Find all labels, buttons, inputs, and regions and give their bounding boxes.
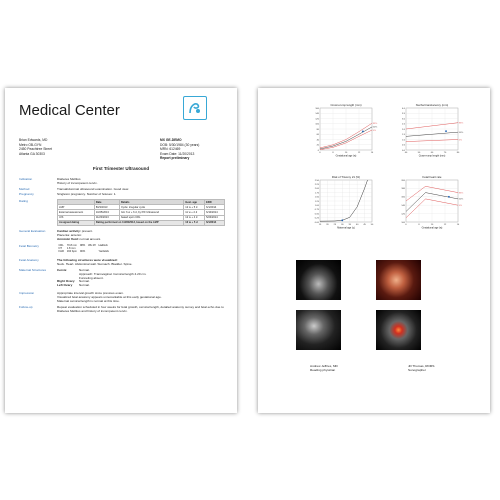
report-title: First Trimester Ultrasound [92,166,150,171]
section-label-impression: Impression [19,291,35,295]
table-row: NT 1.8 mm [58,247,76,251]
report-page-2 [258,88,490,413]
ultrasound-image-2 [296,310,341,350]
series-label: 5% [458,205,462,207]
y-tick-label: 100 [315,123,319,126]
x-tick-label: 10 [344,152,348,154]
y-tick-label: 0.00 [314,221,319,224]
series-label: 5% [458,139,462,142]
x-tick-label: 45 [363,224,366,226]
page-title: Medical Center [19,102,120,119]
dating-table: Date Details Gest. age EDD LMP 8/23/2013 Cycle: irregular cycle 12 w + 5 d 6/1/2014 External assessment 10/25/2013 GA: 6 w + 6 d, by P/F Ultrasound 11 w + 2 d 6/10/2014 U/S 11/20/2013 based upon CRL 12 w + 4 d 5/24/2014 Assigned dating Dating performed on 11/20/2013, based on the LMP 12 w + 5 d 6/1/2014 [57,199,225,226]
maternal-structures: Cervix Normal. Approach: Transvaginal. Cervical length 4.20 cm. Funneling absent. Right Ovary Normal. Left Ovary Normal. [57,268,147,288]
section-label-pregnancy: Pregnancy [19,192,34,196]
y-tick-label: 140 [315,113,319,116]
signature-sonographer: Jill Thomas, RDMS Sonographer [408,364,435,373]
clinic-logo-icon [183,96,207,120]
general-text: Cardiac activity: present. Placenta: anterior. Amniotic fluid: normal amount. [57,229,102,241]
y-tick-label: 2.0 [401,128,405,131]
series-label: 5% [372,129,376,132]
x-tick-label: 20 [326,224,329,226]
x-tick-label: 60 [430,152,434,154]
x-tick-label: 40 [404,152,408,154]
y-tick-label: 1.25 [314,200,319,203]
x-tick-label: 12 [443,224,447,226]
x-tick-label: 8 [418,224,420,226]
section-label-general: General Evaluation [19,229,46,233]
biometry-table [57,244,110,254]
followup-text: Repeat evaluation scheduled in four weeks for fetal growth, cervical length, detailed anatomy survey and fetal echo due to Diabetes Mellitus and history of incompetent cervix. [57,305,224,313]
y-tick-label: 1.0 [401,139,405,142]
signature-reading-physician: Andrew Jeffries, MD Reading physician [310,364,338,373]
data-point [448,196,450,198]
y-tick-label: 2.50 [314,179,319,182]
y-tick-label: 2.00 [314,188,319,191]
provider-address: Brian Edwards, MD Metro OB-GYN 2450 Peachtree Street Atlanta GA 30303 [19,138,52,156]
patient-info: MX GE-DEMO DOB: 5/30/1984 (30 years) MRN: 612469 Exam Date: 11/20/2013 Report preliminary [160,138,200,161]
y-tick-label: 20 [316,144,319,147]
series-label: 95% [458,122,464,125]
chart-title: Crown-rump length (mm) [330,103,362,107]
x-axis-label: Maternal age (y) [337,226,355,230]
y-tick-label: 1.00 [314,205,319,207]
section-label-method: Method [19,187,30,191]
x-tick-label: 80 [456,152,460,154]
impression-text: Appropriate interval growth since previous exam. Visualized fetal anatomy appears unremarkable at this early gestational age. Maternal cervical length is normal at this time. [57,291,162,303]
x-tick-label: 50 [417,152,421,154]
y-tick-label: 40 [316,139,319,142]
table-row: FHR 160 bpm 90% Yardstick [58,250,109,254]
x-tick-label: 6 [405,224,407,226]
chart-title: Risk of Trisomy 21 (%) [331,175,361,179]
report-page-1 [5,88,237,413]
y-tick-label: 160 [401,196,405,199]
ultrasound-image-doppler [376,310,421,350]
y-tick-label: 0.25 [314,217,319,220]
section-label-followup: Follow-up [19,305,33,309]
data-point [445,130,447,132]
y-tick-label: 0.50 [314,213,319,216]
section-label-indication: Indication [19,177,33,181]
y-tick-label: 0 [317,149,319,152]
y-tick-label: 160 [315,107,319,110]
data-point [341,219,343,221]
anatomy-text: The following structures were visualized: Neck. Heart. Abdominal wall. Stomach. Bladder. Spine. [57,258,133,266]
chart-title: Nuchal translucency (mm) [415,103,449,107]
y-tick-label: 3.5 [401,113,405,116]
y-tick-label: 100 [401,221,405,224]
series-label: 50% [458,131,464,134]
series-label: 50% [458,198,464,201]
y-tick-label: 200 [401,179,405,182]
x-tick-label: 30 [341,224,344,226]
y-tick-label: 4.0 [401,107,405,110]
x-tick-label: 40 [355,224,359,226]
x-axis-label: Gestational age (w) [421,226,443,230]
x-tick-label: 15 [318,224,322,226]
table-row: Assigned dating Dating performed on 11/20/2013, based on the LMP 12 w + 5 d 6/1/2014 [58,220,225,225]
y-tick-label: 0.0 [401,149,405,152]
y-tick-label: 80 [316,128,319,131]
x-tick-label: 50 [370,224,374,226]
x-tick-label: 8 [332,152,334,154]
x-tick-label: 12 [357,152,361,154]
section-label-anatomy: Fetal Anatomy [19,258,39,262]
y-tick-label: 2.25 [314,184,319,186]
y-tick-label: 140 [401,205,405,207]
section-label-biometry: Fetal Biometry [19,244,39,248]
ultrasound-image-1 [296,260,341,300]
x-tick-label: 70 [443,152,447,154]
indication-text: Diabetes Mellitus History of incompetent cervix. [57,177,98,185]
series-label: 95% [458,192,464,195]
x-tick-label: 6 [319,152,321,154]
x-axis-label: Crown-rump length (mm) [418,154,446,158]
table-row: LMP 8/23/2013 Cycle: irregular cycle 12 w + 5 d 6/1/2014 [58,205,225,210]
data-point [362,131,364,133]
x-tick-label: 14 [370,152,374,154]
series-label: 50% [372,126,378,129]
y-tick-label: 60 [316,134,319,137]
table-row: CRL 70.8 mm 98% Wk 2ff Hadlock [58,244,108,247]
y-tick-label: 3.0 [401,118,405,121]
y-tick-label: 180 [401,188,405,191]
x-tick-label: 10 [430,224,434,226]
pregnancy-text: Singleton pregnancy. Number of fetuses: 1. [57,192,117,196]
y-tick-label: 120 [315,118,319,121]
y-tick-label: 0.75 [314,209,319,212]
series-label: 95% [372,123,378,126]
x-tick-label: 35 [348,224,351,226]
table-row: External assessment 10/25/2013 GA: 6 w + 6 d, by P/F Ultrasound 11 w + 2 d 6/10/2014 [58,210,225,215]
x-tick-label: 14 [456,224,460,226]
section-label-maternal: Maternal Structures [19,268,46,272]
x-axis-label: Gestational age (w) [335,154,357,158]
section-label-dating: Dating [19,199,28,203]
y-tick-label: 0.5 [401,144,405,147]
y-tick-label: 1.5 [401,134,405,137]
method-text: Transabdominal ultrasound examination. Good view. [57,187,129,191]
y-tick-label: 1.50 [314,196,319,199]
y-tick-label: 2.5 [401,123,405,126]
y-tick-label: 120 [401,213,405,216]
table-row: U/S 11/20/2013 based upon CRL 12 w + 4 d 5/24/2014 [58,215,225,220]
y-tick-label: 1.75 [314,192,319,195]
ultrasound-image-3d [376,260,421,300]
chart-title: Fetal heart rate [422,175,442,179]
x-tick-label: 25 [333,224,337,226]
growth-charts [258,88,490,238]
